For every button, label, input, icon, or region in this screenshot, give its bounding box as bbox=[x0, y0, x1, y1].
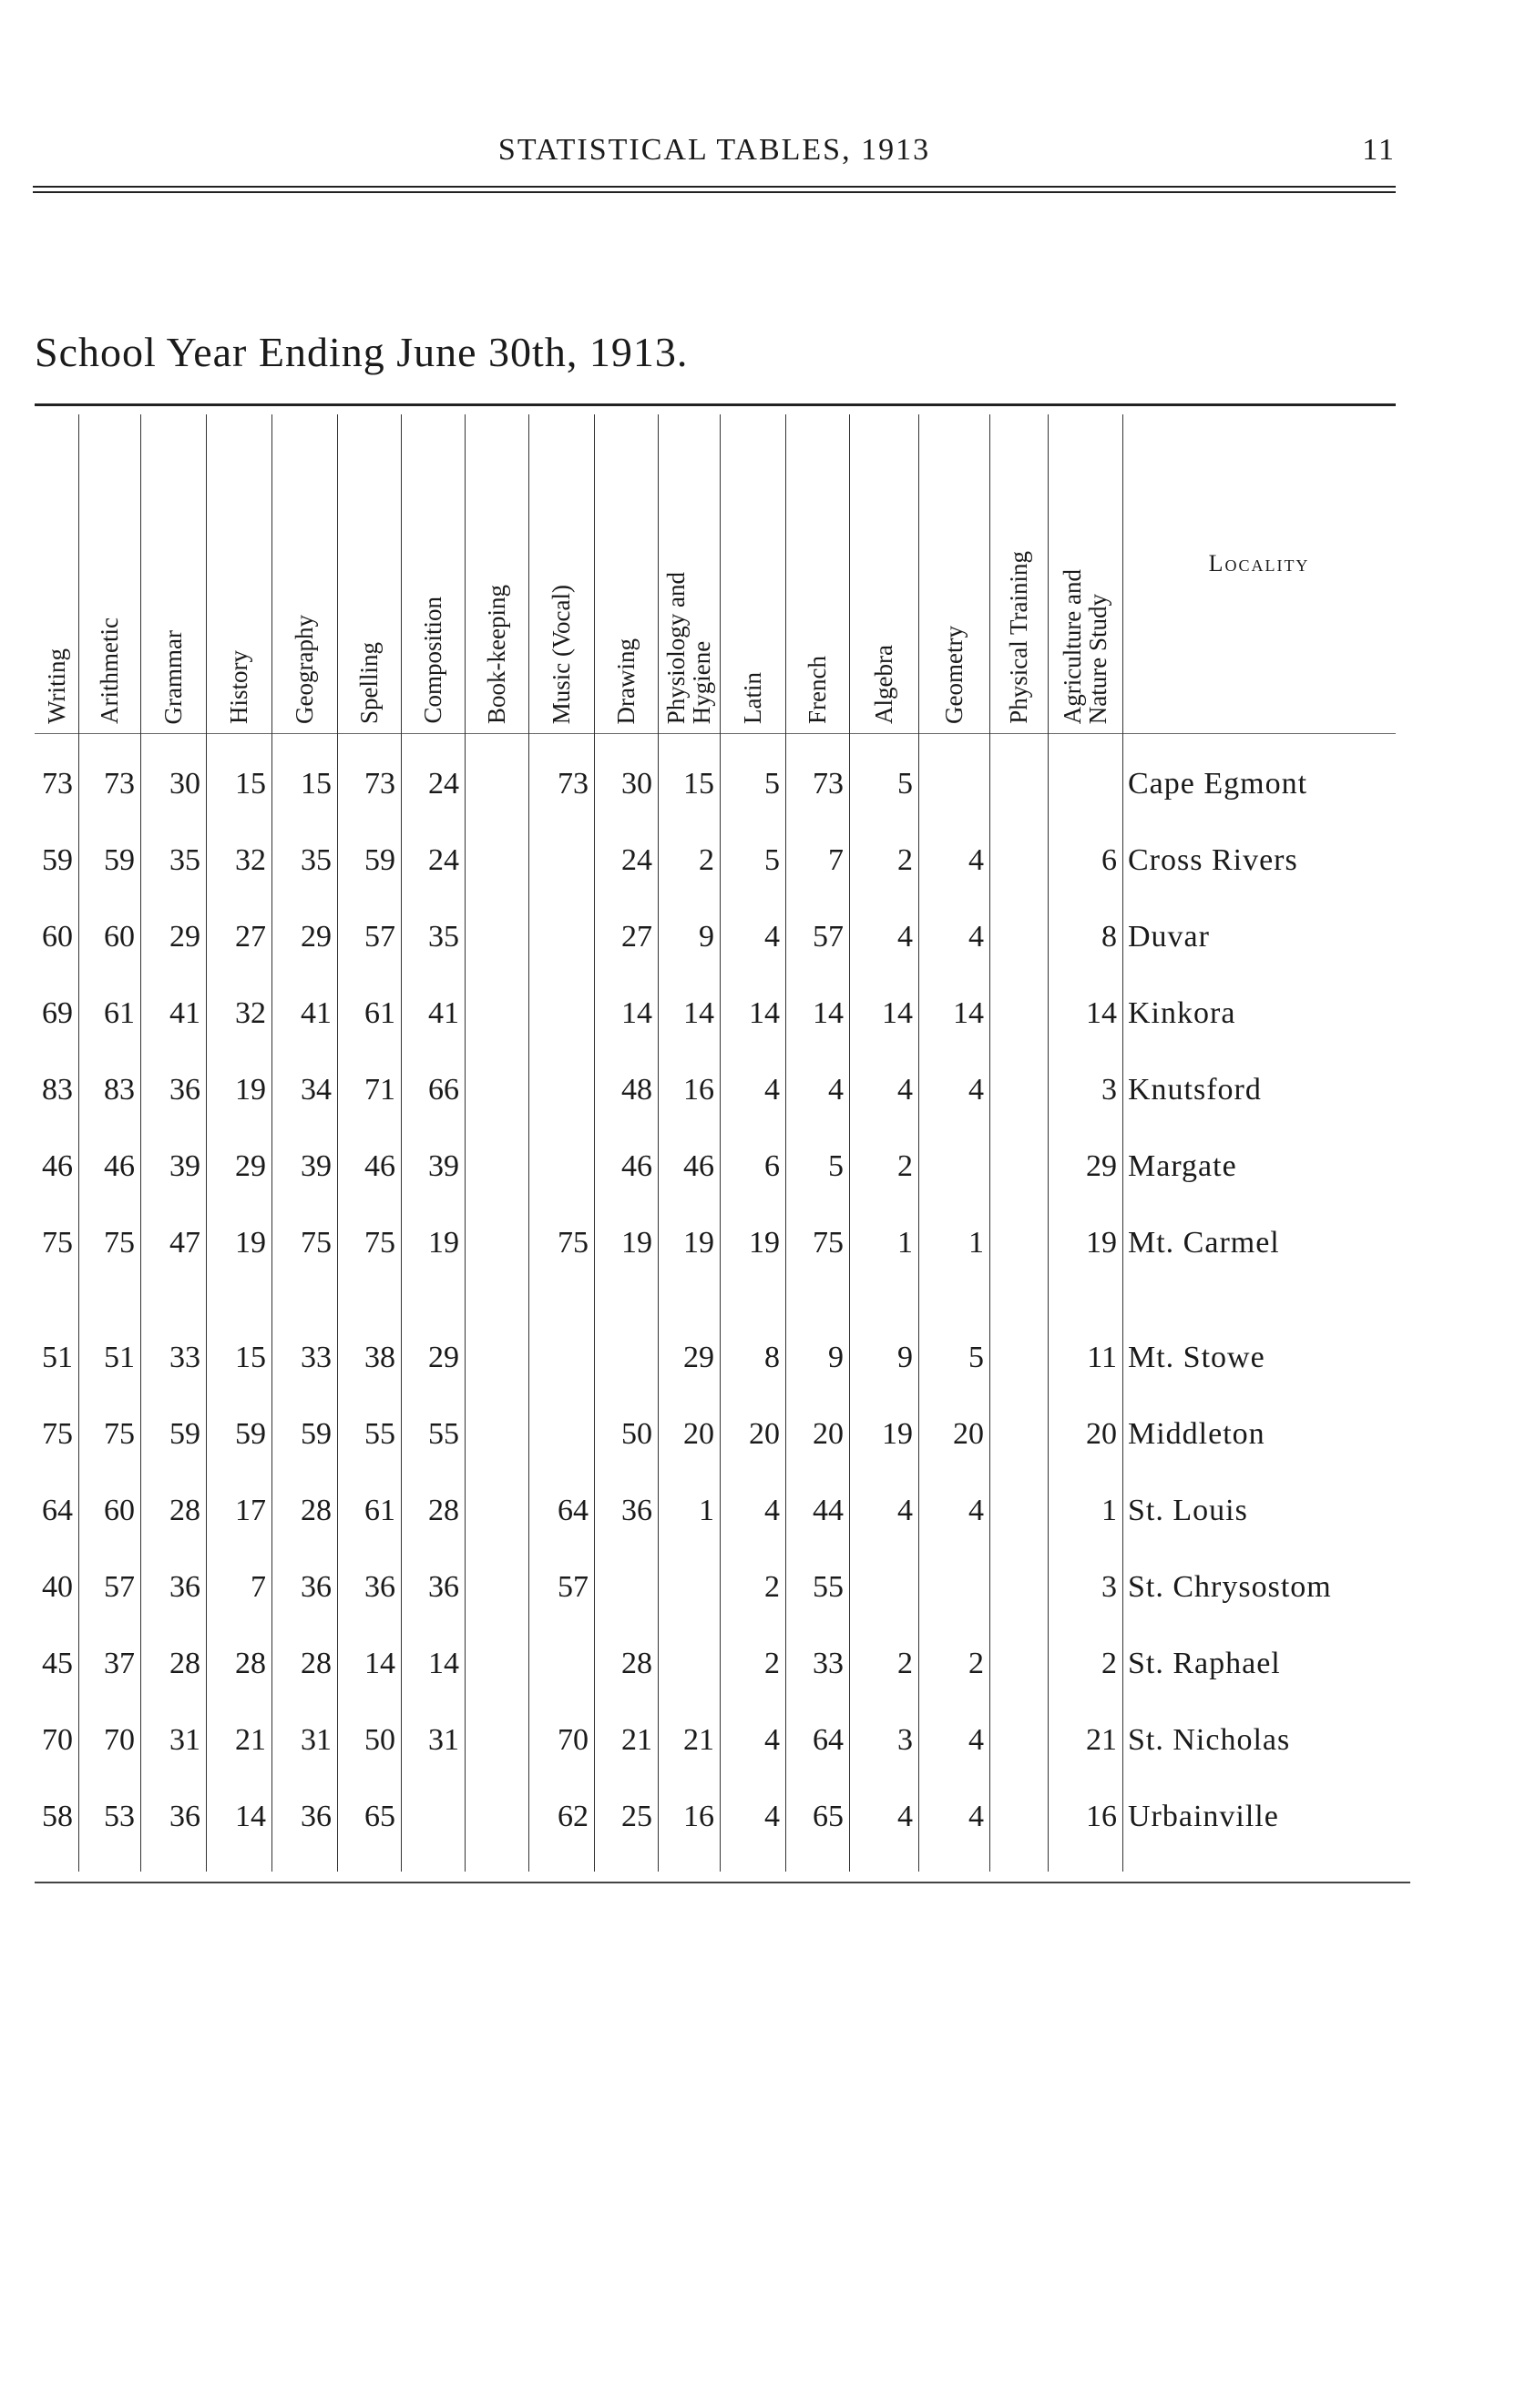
locality-name: St. Raphael bbox=[1128, 1647, 1281, 1680]
table-cell: 5 bbox=[897, 767, 913, 801]
table-row bbox=[0, 1494, 1536, 1548]
table-cell: 35 bbox=[301, 843, 332, 877]
table-cell: 64 bbox=[558, 1494, 589, 1527]
table-cell: 20 bbox=[813, 1417, 844, 1451]
table-cell: 21 bbox=[1086, 1723, 1117, 1757]
table-top-rule bbox=[35, 403, 1396, 406]
table-cell: 8 bbox=[1101, 920, 1117, 954]
table-cell: 31 bbox=[301, 1723, 332, 1757]
table-cell: 55 bbox=[364, 1417, 395, 1451]
table-cell: 4 bbox=[968, 1073, 984, 1107]
table-cell: 51 bbox=[104, 1341, 135, 1374]
table-cell: 46 bbox=[621, 1149, 652, 1183]
table-cell: 28 bbox=[169, 1494, 200, 1527]
table-cell: 14 bbox=[953, 996, 984, 1030]
table-cell: 40 bbox=[42, 1570, 73, 1604]
locality-name: Kinkora bbox=[1128, 996, 1236, 1030]
table-cell: 29 bbox=[1086, 1149, 1117, 1183]
table-cell: 29 bbox=[301, 920, 332, 954]
table-row bbox=[0, 1647, 1536, 1701]
table-cell: 27 bbox=[235, 920, 266, 954]
table-cell: 11 bbox=[1087, 1341, 1117, 1374]
table-cell: 31 bbox=[428, 1723, 459, 1757]
table-cell: 66 bbox=[428, 1073, 459, 1107]
table-cell: 4 bbox=[764, 920, 780, 954]
table-header-rule bbox=[35, 733, 1396, 734]
table-cell: 9 bbox=[699, 920, 714, 954]
table-cell: 2 bbox=[764, 1570, 780, 1604]
table-cell: 69 bbox=[42, 996, 73, 1030]
table-cell: 38 bbox=[364, 1341, 395, 1374]
table-cell: 3 bbox=[1101, 1073, 1117, 1107]
table-cell: 61 bbox=[104, 996, 135, 1030]
table-cell: 4 bbox=[897, 1800, 913, 1833]
table-cell: 71 bbox=[364, 1073, 395, 1107]
table-cell: 33 bbox=[301, 1341, 332, 1374]
table-cell: 28 bbox=[428, 1494, 459, 1527]
table-cell: 39 bbox=[169, 1149, 200, 1183]
table-cell: 14 bbox=[813, 996, 844, 1030]
column-header-label: Arithmetic bbox=[96, 617, 123, 724]
table-cell: 2 bbox=[764, 1647, 780, 1680]
running-head bbox=[33, 129, 1396, 171]
table-cell: 25 bbox=[621, 1800, 652, 1833]
table-cell: 59 bbox=[301, 1417, 332, 1451]
table-cell: 29 bbox=[428, 1341, 459, 1374]
table-cell: 4 bbox=[897, 920, 913, 954]
table-cell: 41 bbox=[428, 996, 459, 1030]
table-cell: 46 bbox=[42, 1149, 73, 1183]
table-cell: 4 bbox=[968, 1494, 984, 1527]
table-cell: 27 bbox=[621, 920, 652, 954]
locality-name: St. Nicholas bbox=[1128, 1723, 1291, 1757]
table-cell: 58 bbox=[42, 1800, 73, 1833]
column-header-label: Physical Training bbox=[1005, 551, 1032, 724]
table-cell: 57 bbox=[558, 1570, 589, 1604]
table-cell: 21 bbox=[683, 1723, 714, 1757]
table-cell: 28 bbox=[301, 1647, 332, 1680]
column-header bbox=[720, 414, 785, 724]
table-cell: 4 bbox=[897, 1073, 913, 1107]
table-cell: 36 bbox=[169, 1073, 200, 1107]
table-cell: 4 bbox=[968, 1800, 984, 1833]
table-cell: 75 bbox=[42, 1226, 73, 1260]
table-cell: 1 bbox=[1101, 1494, 1117, 1527]
table-cell: 2 bbox=[1101, 1647, 1117, 1680]
table-cell: 14 bbox=[235, 1800, 266, 1833]
table-cell: 1 bbox=[968, 1226, 984, 1260]
table-cell: 65 bbox=[364, 1800, 395, 1833]
table-row bbox=[0, 1073, 1536, 1127]
table-cell: 6 bbox=[764, 1149, 780, 1183]
page-number: 11 bbox=[1362, 133, 1396, 167]
running-title: STATISTICAL TABLES, 1913 bbox=[497, 133, 931, 167]
table-cell: 73 bbox=[364, 767, 395, 801]
locality-name: Knutsford bbox=[1128, 1073, 1262, 1107]
table-row bbox=[0, 1417, 1536, 1472]
column-header bbox=[337, 414, 401, 724]
locality-name: Mt. Carmel bbox=[1128, 1226, 1280, 1260]
table-cell: 32 bbox=[235, 843, 266, 877]
table-cell: 39 bbox=[428, 1149, 459, 1183]
column-header bbox=[35, 414, 78, 724]
table-cell: 59 bbox=[42, 843, 73, 877]
table-cell: 37 bbox=[104, 1647, 135, 1680]
table-cell: 75 bbox=[558, 1226, 589, 1260]
table-cell: 73 bbox=[558, 767, 589, 801]
column-header-label: Geometry bbox=[940, 626, 968, 724]
column-header bbox=[78, 414, 140, 724]
table-cell: 20 bbox=[953, 1417, 984, 1451]
table-cell: 7 bbox=[251, 1570, 266, 1604]
table-cell: 5 bbox=[828, 1149, 844, 1183]
table-cell: 41 bbox=[301, 996, 332, 1030]
column-header bbox=[465, 414, 528, 724]
column-header bbox=[849, 414, 918, 724]
table-cell: 28 bbox=[621, 1647, 652, 1680]
table-row bbox=[0, 767, 1536, 821]
table-cell: 19 bbox=[428, 1226, 459, 1260]
table-cell: 75 bbox=[42, 1417, 73, 1451]
table-cell: 50 bbox=[364, 1723, 395, 1757]
table-cell: 45 bbox=[42, 1647, 73, 1680]
table-cell: 50 bbox=[621, 1417, 652, 1451]
locality-name: Mt. Stowe bbox=[1128, 1341, 1265, 1374]
table-row bbox=[0, 1723, 1536, 1778]
table-cell: 65 bbox=[813, 1800, 844, 1833]
table-cell: 57 bbox=[813, 920, 844, 954]
table-cell: 36 bbox=[301, 1570, 332, 1604]
table-cell: 4 bbox=[968, 920, 984, 954]
table-cell: 75 bbox=[104, 1417, 135, 1451]
locality-name: Middleton bbox=[1128, 1417, 1265, 1451]
table-cell: 60 bbox=[104, 1494, 135, 1527]
column-header-label: Grammar bbox=[159, 629, 187, 724]
table-cell: 2 bbox=[897, 1647, 913, 1680]
table-row bbox=[0, 1800, 1536, 1854]
column-header-label: Latin bbox=[739, 672, 766, 724]
table-cell: 75 bbox=[301, 1226, 332, 1260]
table-cell: 59 bbox=[364, 843, 395, 877]
table-cell: 48 bbox=[621, 1073, 652, 1107]
column-header bbox=[401, 414, 465, 724]
column-header bbox=[206, 414, 271, 724]
table-cell: 75 bbox=[364, 1226, 395, 1260]
column-header-label: Algebra bbox=[870, 645, 897, 724]
table-cell: 30 bbox=[169, 767, 200, 801]
column-header-label: Agriculture and Nature Study bbox=[1059, 568, 1111, 724]
table-cell: 9 bbox=[828, 1341, 844, 1374]
table-cell: 31 bbox=[169, 1723, 200, 1757]
table-cell: 83 bbox=[104, 1073, 135, 1107]
column-header-label: Writing bbox=[43, 648, 70, 724]
table-cell: 75 bbox=[813, 1226, 844, 1260]
table-cell: 29 bbox=[683, 1341, 714, 1374]
table-row bbox=[0, 996, 1536, 1051]
table-cell: 59 bbox=[235, 1417, 266, 1451]
column-header-label: French bbox=[804, 656, 831, 724]
column-header-label: History bbox=[225, 650, 252, 724]
column-header-label: Music (Vocal) bbox=[548, 584, 575, 724]
table-cell: 14 bbox=[364, 1647, 395, 1680]
column-header bbox=[989, 414, 1048, 724]
locality-name: Cross Rivers bbox=[1128, 843, 1298, 877]
table-cell: 14 bbox=[1086, 996, 1117, 1030]
table-cell: 7 bbox=[828, 843, 844, 877]
table-cell: 17 bbox=[235, 1494, 266, 1527]
table-cell: 33 bbox=[813, 1647, 844, 1680]
table-cell: 59 bbox=[104, 843, 135, 877]
table-cell: 3 bbox=[1101, 1570, 1117, 1604]
table-cell: 36 bbox=[301, 1800, 332, 1833]
table-cell: 14 bbox=[882, 996, 913, 1030]
table-cell: 73 bbox=[813, 767, 844, 801]
column-header bbox=[140, 414, 206, 724]
table-cell: 5 bbox=[764, 767, 780, 801]
table-cell: 1 bbox=[897, 1226, 913, 1260]
table-cell: 61 bbox=[364, 1494, 395, 1527]
table-cell: 28 bbox=[169, 1647, 200, 1680]
table-cell: 39 bbox=[301, 1149, 332, 1183]
table-cell: 4 bbox=[897, 1494, 913, 1527]
table-cell: 61 bbox=[364, 996, 395, 1030]
table-cell: 46 bbox=[683, 1149, 714, 1183]
table-cell: 1 bbox=[699, 1494, 714, 1527]
column-header-label: Geography bbox=[291, 615, 318, 724]
table-cell: 19 bbox=[683, 1226, 714, 1260]
table-cell: 41 bbox=[169, 996, 200, 1030]
table-cell: 83 bbox=[42, 1073, 73, 1107]
column-header-label: Book-keeping bbox=[483, 585, 510, 724]
table-cell: 14 bbox=[621, 996, 652, 1030]
table-cell: 21 bbox=[235, 1723, 266, 1757]
table-cell: 62 bbox=[558, 1800, 589, 1833]
table-cell: 4 bbox=[968, 843, 984, 877]
table-cell: 33 bbox=[169, 1341, 200, 1374]
table-bottom-rule bbox=[35, 1882, 1410, 1883]
table-cell: 32 bbox=[235, 996, 266, 1030]
table-cell: 4 bbox=[968, 1723, 984, 1757]
table-cell: 2 bbox=[897, 843, 913, 877]
table-cell: 60 bbox=[42, 920, 73, 954]
table-cell: 70 bbox=[104, 1723, 135, 1757]
table-cell: 28 bbox=[235, 1647, 266, 1680]
table-cell: 19 bbox=[235, 1226, 266, 1260]
locality-name: Urbainville bbox=[1128, 1800, 1279, 1833]
table-cell: 3 bbox=[897, 1723, 913, 1757]
table-row bbox=[0, 1149, 1536, 1204]
table-cell: 4 bbox=[764, 1800, 780, 1833]
locality-name: St. Chrysostom bbox=[1128, 1570, 1332, 1604]
table-cell: 35 bbox=[428, 920, 459, 954]
table-cell: 15 bbox=[301, 767, 332, 801]
table-cell: 44 bbox=[813, 1494, 844, 1527]
table-cell: 55 bbox=[813, 1570, 844, 1604]
table-cell: 70 bbox=[558, 1723, 589, 1757]
column-header bbox=[271, 414, 337, 724]
table-cell: 34 bbox=[301, 1073, 332, 1107]
column-header-label: Physiology and Hygiene bbox=[662, 571, 715, 724]
table-cell: 73 bbox=[104, 767, 135, 801]
column-header-label: Drawing bbox=[612, 638, 640, 724]
table-cell: 4 bbox=[764, 1723, 780, 1757]
table-cell: 8 bbox=[764, 1341, 780, 1374]
table-cell: 29 bbox=[169, 920, 200, 954]
table-row bbox=[0, 920, 1536, 974]
column-header bbox=[658, 414, 720, 724]
table-cell: 60 bbox=[104, 920, 135, 954]
table-row bbox=[0, 1570, 1536, 1625]
table-cell: 36 bbox=[364, 1570, 395, 1604]
table-cell: 47 bbox=[169, 1226, 200, 1260]
table-row bbox=[0, 843, 1536, 898]
table-cell: 4 bbox=[828, 1073, 844, 1107]
table-cell: 36 bbox=[621, 1494, 652, 1527]
table-cell: 9 bbox=[897, 1341, 913, 1374]
table-cell: 53 bbox=[104, 1800, 135, 1833]
table-cell: 24 bbox=[428, 843, 459, 877]
table-cell: 15 bbox=[235, 1341, 266, 1374]
table-cell: 28 bbox=[301, 1494, 332, 1527]
locality-name: Cape Egmont bbox=[1128, 767, 1308, 801]
table-cell: 57 bbox=[364, 920, 395, 954]
table-cell: 15 bbox=[683, 767, 714, 801]
table-cell: 64 bbox=[42, 1494, 73, 1527]
table-cell: 2 bbox=[897, 1149, 913, 1183]
column-header bbox=[785, 414, 849, 724]
table-cell: 6 bbox=[1101, 843, 1117, 877]
table-cell: 24 bbox=[621, 843, 652, 877]
table-cell: 59 bbox=[169, 1417, 200, 1451]
column-header bbox=[1048, 414, 1122, 724]
table-cell: 19 bbox=[621, 1226, 652, 1260]
table-cell: 20 bbox=[749, 1417, 780, 1451]
table-cell: 14 bbox=[749, 996, 780, 1030]
locality-column-header: Locality bbox=[1208, 550, 1310, 576]
header-double-rule bbox=[33, 186, 1396, 193]
table-cell: 46 bbox=[104, 1149, 135, 1183]
table-cell: 57 bbox=[104, 1570, 135, 1604]
table-cell: 19 bbox=[749, 1226, 780, 1260]
table-cell: 30 bbox=[621, 767, 652, 801]
column-header bbox=[594, 414, 658, 724]
table-cell: 21 bbox=[621, 1723, 652, 1757]
table-cell: 46 bbox=[364, 1149, 395, 1183]
column-header bbox=[528, 414, 594, 724]
table-cell: 51 bbox=[42, 1341, 73, 1374]
column-header-label: Spelling bbox=[355, 641, 383, 724]
table-cell: 29 bbox=[235, 1149, 266, 1183]
table-cell: 16 bbox=[683, 1800, 714, 1833]
table-cell: 75 bbox=[104, 1226, 135, 1260]
table-cell: 16 bbox=[1086, 1800, 1117, 1833]
table-cell: 15 bbox=[235, 767, 266, 801]
table-cell: 16 bbox=[683, 1073, 714, 1107]
column-header bbox=[918, 414, 989, 724]
column-header-label: Composition bbox=[419, 597, 446, 724]
table-cell: 4 bbox=[764, 1073, 780, 1107]
table-row bbox=[0, 1341, 1536, 1395]
table-cell: 5 bbox=[764, 843, 780, 877]
table-cell: 36 bbox=[428, 1570, 459, 1604]
table-cell: 14 bbox=[683, 996, 714, 1030]
table-cell: 5 bbox=[968, 1341, 984, 1374]
table-cell: 64 bbox=[813, 1723, 844, 1757]
locality-name: St. Louis bbox=[1128, 1494, 1248, 1527]
table-cell: 36 bbox=[169, 1800, 200, 1833]
table-cell: 55 bbox=[428, 1417, 459, 1451]
table-row bbox=[0, 1226, 1536, 1281]
table-cell: 2 bbox=[699, 843, 714, 877]
locality-name: Margate bbox=[1128, 1149, 1237, 1183]
table-cell: 4 bbox=[764, 1494, 780, 1527]
table-cell: 20 bbox=[683, 1417, 714, 1451]
table-cell: 35 bbox=[169, 843, 200, 877]
table-cell: 24 bbox=[428, 767, 459, 801]
table-cell: 20 bbox=[1086, 1417, 1117, 1451]
table-cell: 19 bbox=[235, 1073, 266, 1107]
table-cell: 14 bbox=[428, 1647, 459, 1680]
table-caption: School Year Ending June 30th, 1913. bbox=[35, 329, 689, 375]
table-cell: 2 bbox=[968, 1647, 984, 1680]
table-cell: 36 bbox=[169, 1570, 200, 1604]
table-cell: 19 bbox=[1086, 1226, 1117, 1260]
table-cell: 70 bbox=[42, 1723, 73, 1757]
locality-name: Duvar bbox=[1128, 920, 1210, 954]
table-cell: 73 bbox=[42, 767, 73, 801]
table-cell: 19 bbox=[882, 1417, 913, 1451]
